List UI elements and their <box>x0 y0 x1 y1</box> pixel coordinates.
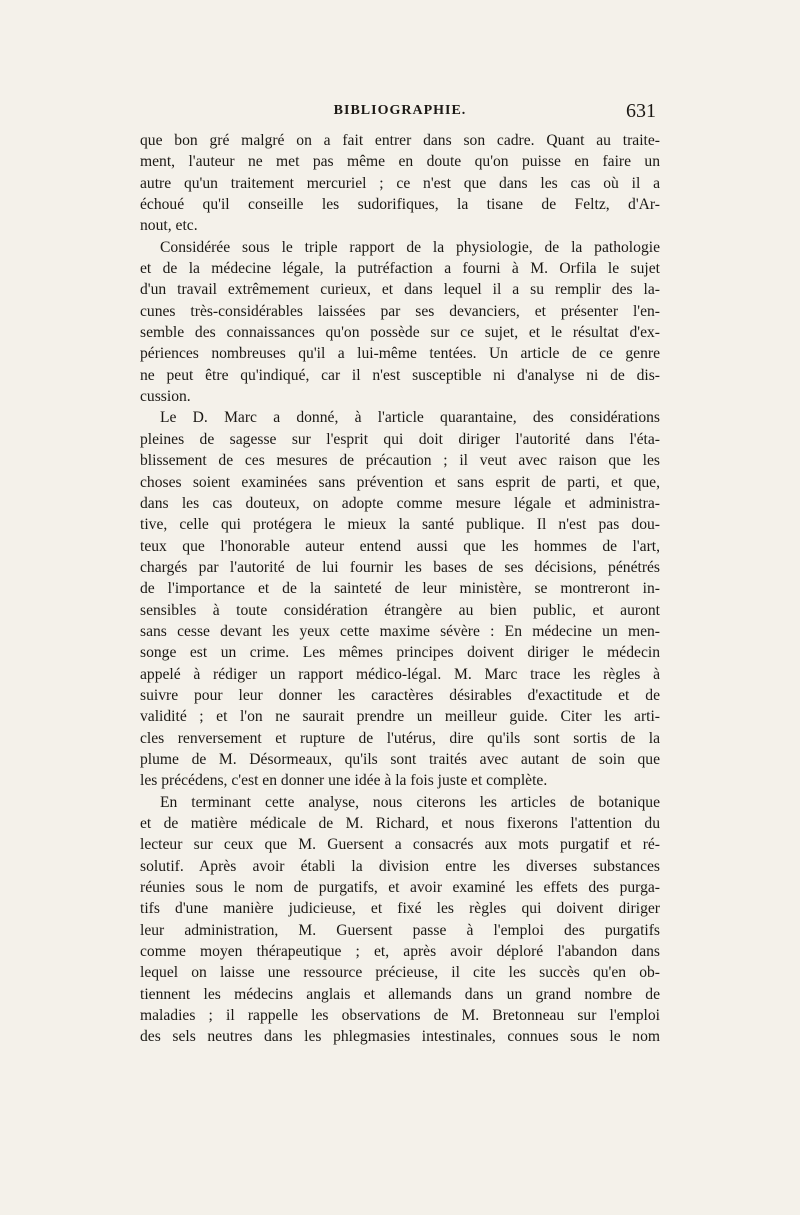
text-line: suivre pour leur donner les caractères désirables d'exactitude et de <box>140 686 660 704</box>
running-head: BIBLIOGRAPHIE. <box>333 103 467 118</box>
text-line: songe est un crime. Les mêmes principes doivent diriger le médecin <box>140 644 660 662</box>
text-line: cussion. <box>140 388 191 406</box>
text-line: validité ; et l'on ne saurait prendre un meilleur guide. Citer les arti- <box>140 708 660 726</box>
text-line: choses soient examinées sans prévention et sans esprit de parti, et que, <box>140 473 660 491</box>
text-line: ne peut être qu'indiqué, car il n'est susceptible ni d'analyse ni de dis- <box>140 366 660 384</box>
text-line: de l'importance et de la sainteté de leur ministère, se montreront in- <box>140 580 660 598</box>
text-line: semble des connaissances qu'on possède sur ce sujet, et le résultat d'ex- <box>140 324 660 342</box>
page-header <box>140 100 660 129</box>
text-line: sans cesse devant les yeux cette maxime sévère : En médecine un men- <box>140 622 660 640</box>
text-line: échoué qu'il conseille les sudorifiques, la tisane de Feltz, d'Ar- <box>140 196 660 214</box>
text-line: sensibles à toute considération étrangère au bien public, et auront <box>140 601 660 619</box>
page-number: 631 <box>626 100 656 122</box>
text-line: teux que l'honorable auteur entend aussi que les hommes de l'art, <box>140 537 660 555</box>
text-line: cles renversement et rupture de l'utérus, dire qu'ils sont sortis de la <box>140 729 660 747</box>
text-line: appelé à rédiger un rapport médico-légal. M. Marc trace les règles à <box>140 665 660 683</box>
text-line: maladies ; il rappelle les observations de M. Bretonneau sur l'emploi <box>140 1007 660 1025</box>
text-line: périences nombreuses qu'il a lui-même tentées. Un article de ce genre <box>140 345 660 363</box>
text-line: tiennent les médecins anglais et allemands dans un grand nombre de <box>140 985 660 1003</box>
text-line: d'un travail extrêmement curieux, et dans lequel il a su remplir des la- <box>140 281 660 299</box>
text-line: lequel on laisse une ressource précieuse, il cite les succès qu'en ob- <box>140 964 660 982</box>
text-line: plume de M. Désormeaux, qu'ils sont traités avec autant de soin que <box>140 750 660 768</box>
text-line: Le D. Marc a donné, à l'article quarantaine, des considérations <box>160 409 660 427</box>
text-line: ment, l'auteur ne met pas même en doute qu'on puisse en faire un <box>140 153 660 171</box>
text-line: des sels neutres dans les phlegmasies intestinales, connues sous le nom <box>140 1028 660 1046</box>
text-line: tive, celle qui protégera le mieux la santé publique. Il n'est pas dou- <box>140 516 660 534</box>
text-line: lecteur sur ceux que M. Guersent a consacrés aux mots purgatif et ré- <box>140 836 660 854</box>
text-line: solutif. Après avoir établi la division entre les diverses substances <box>140 857 660 875</box>
text-line: que bon gré malgré on a fait entrer dans son cadre. Quant au traite- <box>140 132 660 149</box>
text-line: leur administration, M. Guersent passe à l'emploi des purgatifs <box>140 921 660 939</box>
text-line: En terminant cette analyse, nous citerons les articles de botanique <box>160 793 660 811</box>
text-line: dans les cas douteux, on adopte comme mesure légale et administra- <box>140 494 660 512</box>
text-line: cunes très-considérables laissées par ses devanciers, et présenter l'en- <box>140 302 660 320</box>
text-line: blissement de ces mesures de précaution ; il veut avec raison que les <box>140 452 660 470</box>
text-line: Considérée sous le triple rapport de la physiologie, de la pathologie <box>160 238 660 256</box>
text-line: nout, etc. <box>140 217 198 235</box>
text-line: et de matière médicale de M. Richard, et nous fixerons l'attention du <box>140 815 660 832</box>
text-line: tifs d'une manière judicieuse, et fixé les règles qui doivent diriger <box>140 900 660 918</box>
text-line: comme moyen thérapeutique ; et, après avoir déploré l'abandon dans <box>140 943 660 961</box>
text-line: pleines de sagesse sur l'esprit qui doit diriger l'autorité dans l'éta- <box>140 430 660 448</box>
body-text <box>140 130 660 1048</box>
text-line: les précédens, c'est en donner une idée à la fois juste et complète. <box>140 772 548 790</box>
text-line: réunies sous le nom de purgatifs, et avoir examiné les effets des purga- <box>140 879 660 897</box>
text-line: autre qu'un traitement mercuriel ; ce n'est que dans les cas où il a <box>140 174 660 192</box>
text-line: et de la médecine légale, la putréfaction a fourni à M. Orfila le sujet <box>140 260 660 278</box>
text-line: chargés par l'autorité de lui fournir les bases de ses décisions, pénétrés <box>140 558 660 576</box>
